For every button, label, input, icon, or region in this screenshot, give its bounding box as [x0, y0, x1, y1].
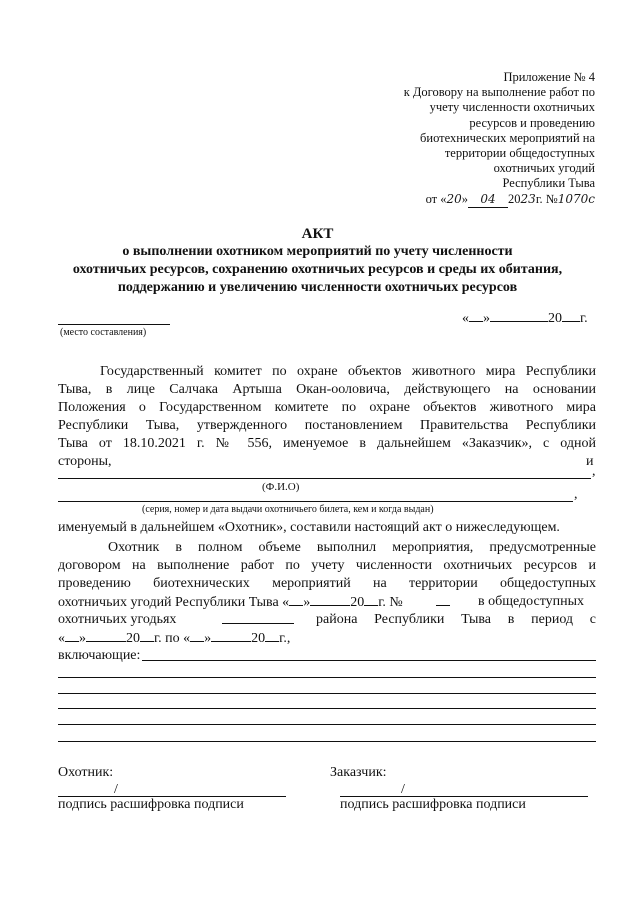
- appendix-line: к Договору на выполнение работ по: [403, 85, 595, 100]
- including-field: [58, 708, 596, 709]
- paragraph-line: проведению биотехнических мероприятий на территории общедоступных: [58, 576, 596, 591]
- hunter-signature-label: Охотник:: [58, 765, 114, 780]
- paragraph-line: Республики Тыва, утвержденного постановлением Правительства Республики: [58, 418, 596, 433]
- paragraph-line: Тыва от 18.10.2021 г. № 556, именуемое в дальнейшем «Заказчик», с одной: [58, 436, 596, 451]
- handwritten-day: 20: [446, 191, 462, 206]
- handwritten-year: 23: [520, 191, 536, 206]
- appendix-line: ресурсов и проведению: [469, 115, 595, 130]
- including-label: включающие:: [58, 648, 141, 663]
- paragraph-line: именуемый в дальнейшем «Охотник», составили настоящий акт о нижеследующем.: [58, 520, 560, 535]
- hunter-name-field: [58, 478, 591, 479]
- fio-caption: (Ф.И.О): [262, 481, 300, 493]
- paragraph-line: Положения о Государственном комитете по охране объектов животного мира: [58, 400, 596, 415]
- act-title-line: поддержанию и увеличению численности охотничьих ресурсов: [117, 280, 518, 295]
- ticket-caption: (серия, номер и дата выдачи охотничьего билета, кем и когда выдан): [142, 504, 434, 515]
- paragraph-line: договором на выполнение работ по учету численности охотничьих ресурсов и: [58, 558, 596, 573]
- paragraph-line: и: [586, 454, 594, 469]
- paragraph-line: Охотник в полном объеме выполнил мероприятия, предусмотренные: [108, 540, 596, 555]
- appendix-line: охотничьих угодий: [493, 161, 595, 176]
- act-heading: АКТ: [301, 226, 334, 242]
- date-field: « » 20 г.: [462, 311, 588, 326]
- place-field: [58, 324, 170, 325]
- appendix-block: [404, 70, 595, 208]
- place-caption: (место составления): [60, 327, 147, 338]
- handwritten-number: 1070с: [557, 191, 595, 206]
- act-title-line: охотничьих ресурсов, сохранению охотничьих ресурсов и среды их обитания,: [72, 262, 563, 277]
- appendix-date-line: от «20» 04 2023г. №1070с: [404, 192, 595, 208]
- handwritten-month: 04: [480, 191, 496, 206]
- including-field: [58, 741, 596, 742]
- signature-caption: подпись расшифровка подписи: [58, 797, 244, 812]
- paragraph-line: стороны,: [58, 454, 112, 469]
- including-field: [58, 677, 596, 678]
- appendix-line: биотехнических мероприятий на: [420, 130, 595, 145]
- hunting-ticket-field: [58, 501, 573, 502]
- act-title-line: о выполнении охотником мероприятий по учету численности: [122, 244, 513, 259]
- period-line: « » 20 г. по « » 20 г.,: [58, 631, 291, 646]
- appendix-line: территории общедоступных: [444, 146, 595, 161]
- paragraph-line: охотничьих угодий Республики Тыва « » 20 г. №: [58, 595, 403, 610]
- signature-caption: подпись расшифровка подписи: [340, 797, 526, 812]
- appendix-line: Приложение № 4: [503, 70, 595, 84]
- district-field: [222, 623, 294, 624]
- paragraph-line: Тыва, в лице Салчака Артыша Окан-ооловича, действующего на основании: [58, 382, 596, 397]
- including-field: [142, 660, 596, 661]
- including-field: [58, 693, 596, 694]
- appendix-line: учету численности охотничьих: [429, 100, 595, 115]
- paragraph-line: Государственный комитет по охране объектов животного мира Республики: [100, 364, 596, 379]
- including-field: [58, 724, 596, 725]
- customer-signature-label: Заказчик:: [330, 765, 387, 780]
- appendix-line: Республики Тыва: [502, 176, 595, 191]
